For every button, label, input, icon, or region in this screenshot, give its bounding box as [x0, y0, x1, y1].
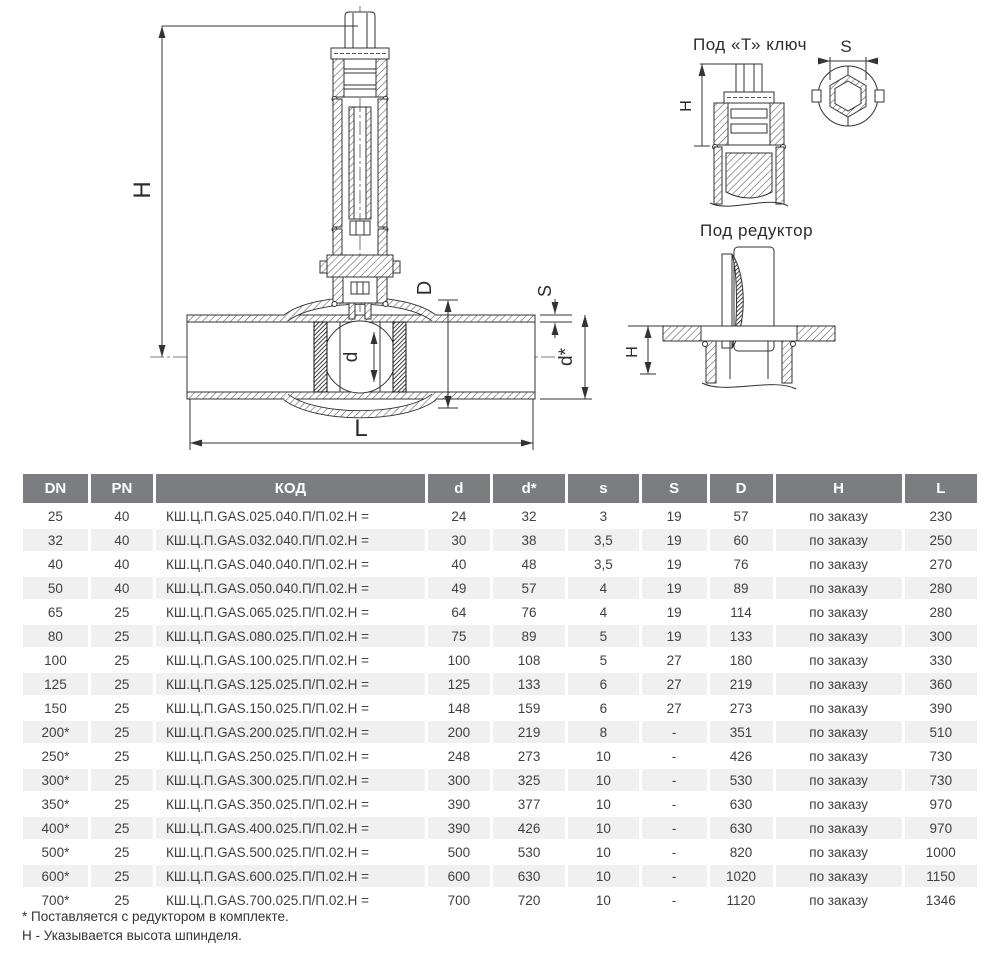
reducer-title: Под редуктор: [700, 221, 814, 240]
cell-l: 730: [929, 748, 953, 764]
cell-dn: 300*: [23, 769, 88, 791]
cell-d-cap: 1120: [726, 892, 756, 908]
cell-l: 1346: [925, 892, 956, 908]
cell-h: по заказу: [809, 652, 868, 668]
cell-code: КШ.Ц.П.GAS.300.025.П/П.02.Н =: [156, 769, 425, 791]
cell-h: по заказу: [809, 700, 868, 716]
table-row: [23, 697, 977, 719]
cell-code: КШ.Ц.П.GAS.065.025.П/П.02.Н =: [165, 604, 370, 620]
t-key-dim-S: S: [840, 37, 852, 56]
cell-h: по заказу: [809, 604, 868, 620]
col-header-d-cap: D: [710, 474, 773, 503]
table-row: [23, 817, 977, 839]
cell-l: 250: [905, 529, 977, 551]
col-header-s: s: [568, 474, 638, 503]
cell-l: 1150: [905, 865, 977, 887]
cell-s: 4: [599, 604, 608, 620]
cell-l: 730: [905, 769, 977, 791]
cell-d-star: 38: [493, 529, 565, 551]
cell-s-cap: -: [671, 796, 677, 812]
cell-d-cap: 180: [729, 652, 753, 668]
cell-d-star: 273: [517, 748, 541, 764]
table-row: [23, 841, 977, 863]
cell-dn: 25: [47, 508, 63, 524]
cell-code: КШ.Ц.П.GAS.050.040.П/П.02.Н =: [156, 577, 425, 599]
cell-d-cap: 530: [710, 769, 773, 791]
reducer-dim-H: H: [624, 346, 641, 358]
cell-s-cap: -: [671, 748, 677, 764]
cell-s-cap: 19: [666, 556, 682, 572]
table-row: [23, 793, 977, 815]
cell-h: по заказу: [776, 577, 902, 599]
cell-dn: 500*: [41, 844, 70, 860]
cell-h: по заказу: [809, 796, 868, 812]
cell-d: 600: [428, 865, 490, 887]
cell-code: КШ.Ц.П.GAS.250.025.П/П.02.Н =: [165, 748, 370, 764]
dim-label-d-bore: d: [341, 351, 362, 363]
cell-dn: 80: [23, 625, 88, 647]
col-header-h: H: [776, 474, 902, 503]
cell-d-star: 48: [521, 556, 537, 572]
cell-pn: 25: [114, 748, 130, 764]
cell-code: КШ.Ц.П.GAS.040.040.П/П.02.Н =: [165, 556, 370, 572]
table-row: [23, 553, 977, 575]
cell-d-cap: 133: [710, 625, 773, 647]
cell-s: 10: [568, 865, 638, 887]
cell-dn: 400*: [23, 817, 88, 839]
cell-d: 75: [428, 625, 490, 647]
cell-d-star: 630: [493, 865, 565, 887]
cell-d: 390: [428, 817, 490, 839]
cell-s-cap: 19: [666, 604, 682, 620]
col-header-pn: PN: [91, 474, 153, 503]
cell-h: по заказу: [809, 892, 868, 908]
cell-d: 40: [451, 556, 467, 572]
footnote-asterisk: * Поставляется с редуктором в комплекте.: [22, 909, 289, 924]
spec-table-wrap: [20, 472, 980, 913]
t-key-title: Под «Т» ключ: [693, 35, 807, 54]
cell-h: по заказу: [776, 625, 902, 647]
dim-label-D: D: [414, 280, 436, 296]
cell-d-star: 57: [493, 577, 565, 599]
dim-label-H: H: [129, 181, 156, 199]
cell-pn: 25: [91, 769, 153, 791]
cell-l: 280: [905, 577, 977, 599]
cell-s-cap: -: [671, 844, 677, 860]
cell-h: по заказу: [776, 769, 902, 791]
table-header-row: [23, 474, 977, 503]
technical-drawing: [0, 0, 1000, 464]
table-row: [23, 529, 977, 551]
cell-d: 100: [447, 652, 471, 668]
cell-s-cap: -: [642, 817, 707, 839]
cell-code: КШ.Ц.П.GAS.025.040.П/П.02.Н =: [165, 508, 370, 524]
cell-dn: 50: [23, 577, 88, 599]
cell-dn: 65: [47, 604, 63, 620]
cell-s-cap: 27: [666, 652, 682, 668]
cell-h: по заказу: [776, 673, 902, 695]
cell-d: 24: [451, 508, 467, 524]
cell-dn: 125: [23, 673, 88, 695]
cell-dn: 350*: [41, 796, 70, 812]
cell-h: по заказу: [809, 844, 868, 860]
table-row: [23, 745, 977, 767]
cell-s: 3: [599, 508, 608, 524]
cell-d-cap: 820: [729, 844, 753, 860]
cell-dn: 40: [47, 556, 63, 572]
col-header-s-cap: S: [642, 474, 707, 503]
cell-d-star: 133: [493, 673, 565, 695]
cell-s: 10: [595, 796, 611, 812]
table-row: [23, 505, 977, 527]
cell-pn: 40: [114, 556, 130, 572]
cell-h: по заказу: [809, 556, 868, 572]
dim-label-s-wall: S: [535, 284, 555, 298]
cell-l: 390: [929, 700, 953, 716]
table-row: [23, 577, 977, 599]
col-header-d: d: [428, 474, 490, 503]
cell-d: 700: [447, 892, 471, 908]
cell-pn: 25: [91, 721, 153, 743]
cell-h: по заказу: [809, 748, 868, 764]
cell-l: 300: [905, 625, 977, 647]
stem-assembly: [320, 12, 400, 319]
cell-d: 49: [428, 577, 490, 599]
cell-h: по заказу: [776, 529, 902, 551]
table-row: [23, 601, 977, 623]
table-row: [23, 625, 977, 647]
cell-code: КШ.Ц.П.GAS.150.025.П/П.02.Н =: [165, 700, 370, 716]
cell-l: 330: [929, 652, 953, 668]
cell-d-star: 76: [521, 604, 537, 620]
cell-pn: 40: [114, 508, 130, 524]
cell-code: КШ.Ц.П.GAS.100.025.П/П.02.Н =: [165, 652, 370, 668]
cell-d: 200: [428, 721, 490, 743]
cell-pn: 25: [114, 652, 130, 668]
cell-d-star: 108: [517, 652, 541, 668]
cell-s: 10: [568, 817, 638, 839]
cell-d: 500: [447, 844, 471, 860]
cell-l: 510: [905, 721, 977, 743]
cell-s: 5: [599, 652, 608, 668]
table-row: [23, 649, 977, 671]
cell-dn: 700*: [41, 892, 70, 908]
cell-pn: 25: [91, 865, 153, 887]
cell-code: КШ.Ц.П.GAS.500.025.П/П.02.Н =: [165, 844, 370, 860]
cell-h: по заказу: [776, 721, 902, 743]
cell-l: 280: [929, 604, 953, 620]
cell-d: 390: [447, 796, 471, 812]
cell-s-cap: 19: [642, 625, 707, 647]
cell-pn: 25: [114, 796, 130, 812]
reducer-drawing: [624, 221, 835, 389]
cell-d: 148: [447, 700, 471, 716]
t-key-top-view: [812, 37, 884, 126]
cell-d-cap: 426: [729, 748, 753, 764]
cell-d-cap: 57: [733, 508, 749, 524]
cell-dn: 100: [44, 652, 67, 668]
cell-s-cap: 19: [666, 508, 682, 524]
cell-h: по заказу: [776, 865, 902, 887]
cell-l: 1000: [925, 844, 956, 860]
t-key-dim-H: H: [678, 100, 695, 112]
col-header-d-star: d*: [493, 474, 565, 503]
cell-d-cap: 630: [710, 817, 773, 839]
cell-d: 125: [428, 673, 490, 695]
cell-d-cap: 219: [710, 673, 773, 695]
col-header-l: L: [905, 474, 977, 503]
col-header-dn: DN: [23, 474, 88, 503]
cell-d-cap: 89: [710, 577, 773, 599]
cell-d-star: 426: [493, 817, 565, 839]
cell-l: 270: [929, 556, 953, 572]
cell-d-star: 89: [493, 625, 565, 647]
cell-d-star: 530: [517, 844, 541, 860]
cell-d-star: 377: [517, 796, 541, 812]
cell-h: по заказу: [776, 817, 902, 839]
cell-s-cap: -: [642, 865, 707, 887]
cell-dn: 32: [23, 529, 88, 551]
cell-s-cap: -: [642, 769, 707, 791]
cell-s: 6: [599, 700, 608, 716]
cell-pn: 25: [114, 844, 130, 860]
cell-d-cap: 351: [710, 721, 773, 743]
cell-code: КШ.Ц.П.GAS.700.025.П/П.02.Н =: [165, 892, 370, 908]
cell-code: КШ.Ц.П.GAS.200.025.П/П.02.Н =: [156, 721, 425, 743]
cell-s: 10: [568, 769, 638, 791]
cell-l: 970: [929, 796, 953, 812]
dim-label-d-star: d*: [556, 348, 577, 366]
cell-s: 3,5: [568, 529, 638, 551]
cell-s: 3,5: [594, 556, 613, 572]
cell-s-cap: 19: [642, 577, 707, 599]
cell-s-cap: -: [671, 892, 677, 908]
t-key-drawing: [678, 35, 807, 206]
cell-d-cap: 60: [710, 529, 773, 551]
cell-pn: 25: [114, 892, 130, 908]
main-valve-drawing: [129, 6, 592, 450]
cell-s: 6: [568, 673, 638, 695]
cell-code: КШ.Ц.П.GAS.400.025.П/П.02.Н =: [156, 817, 425, 839]
cell-dn: 150: [44, 700, 67, 716]
cell-s-cap: 27: [642, 673, 707, 695]
dim-label-L: L: [354, 415, 368, 442]
spec-table: [20, 472, 980, 913]
cell-s: 10: [595, 892, 611, 908]
cell-s: 5: [568, 625, 638, 647]
cell-d-star: 159: [517, 700, 541, 716]
cell-d-star: 219: [493, 721, 565, 743]
cell-pn: 40: [91, 577, 153, 599]
cell-s-cap: 19: [642, 529, 707, 551]
cell-code: КШ.Ц.П.GAS.350.025.П/П.02.Н =: [165, 796, 370, 812]
cell-d: 64: [451, 604, 467, 620]
cell-d-cap: 1020: [710, 865, 773, 887]
cell-s: 10: [595, 844, 611, 860]
cell-pn: 25: [91, 817, 153, 839]
cell-d-cap: 76: [733, 556, 749, 572]
cell-pn: 25: [114, 604, 130, 620]
cell-d: 300: [428, 769, 490, 791]
cell-pn: 25: [91, 673, 153, 695]
cell-pn: 25: [91, 625, 153, 647]
cell-s: 8: [568, 721, 638, 743]
cell-h: по заказу: [809, 508, 868, 524]
cell-d-cap: 630: [729, 796, 753, 812]
table-row: [23, 673, 977, 695]
cell-s-cap: 27: [666, 700, 682, 716]
table-body: [23, 505, 977, 911]
table-row: [23, 865, 977, 887]
cell-l: 970: [905, 817, 977, 839]
cell-code: КШ.Ц.П.GAS.032.040.П/П.02.Н =: [156, 529, 425, 551]
cell-code: КШ.Ц.П.GAS.080.025.П/П.02.Н =: [156, 625, 425, 647]
cell-s-cap: -: [642, 721, 707, 743]
cell-d-star: 720: [517, 892, 541, 908]
col-header-code: КОД: [156, 474, 425, 503]
cell-l: 360: [905, 673, 977, 695]
footnote-h: Н - Указывается высота шпинделя.: [22, 928, 242, 943]
cell-d-star: 32: [521, 508, 537, 524]
cell-s: 10: [595, 748, 611, 764]
cell-code: КШ.Ц.П.GAS.600.025.П/П.02.Н =: [156, 865, 425, 887]
cell-dn: 250*: [41, 748, 70, 764]
cell-code: КШ.Ц.П.GAS.125.025.П/П.02.Н =: [156, 673, 425, 695]
cell-s: 4: [568, 577, 638, 599]
cell-d-cap: 114: [730, 604, 752, 620]
cell-d: 248: [447, 748, 471, 764]
cell-dn: 600*: [23, 865, 88, 887]
cell-dn: 200*: [23, 721, 88, 743]
cell-l: 230: [929, 508, 953, 524]
cell-d: 30: [428, 529, 490, 551]
table-row: [23, 769, 977, 791]
cell-d-star: 325: [493, 769, 565, 791]
table-row: [23, 721, 977, 743]
cell-pn: 25: [114, 700, 130, 716]
footnotes: [22, 907, 289, 945]
cell-pn: 40: [91, 529, 153, 551]
cell-d-cap: 273: [729, 700, 753, 716]
